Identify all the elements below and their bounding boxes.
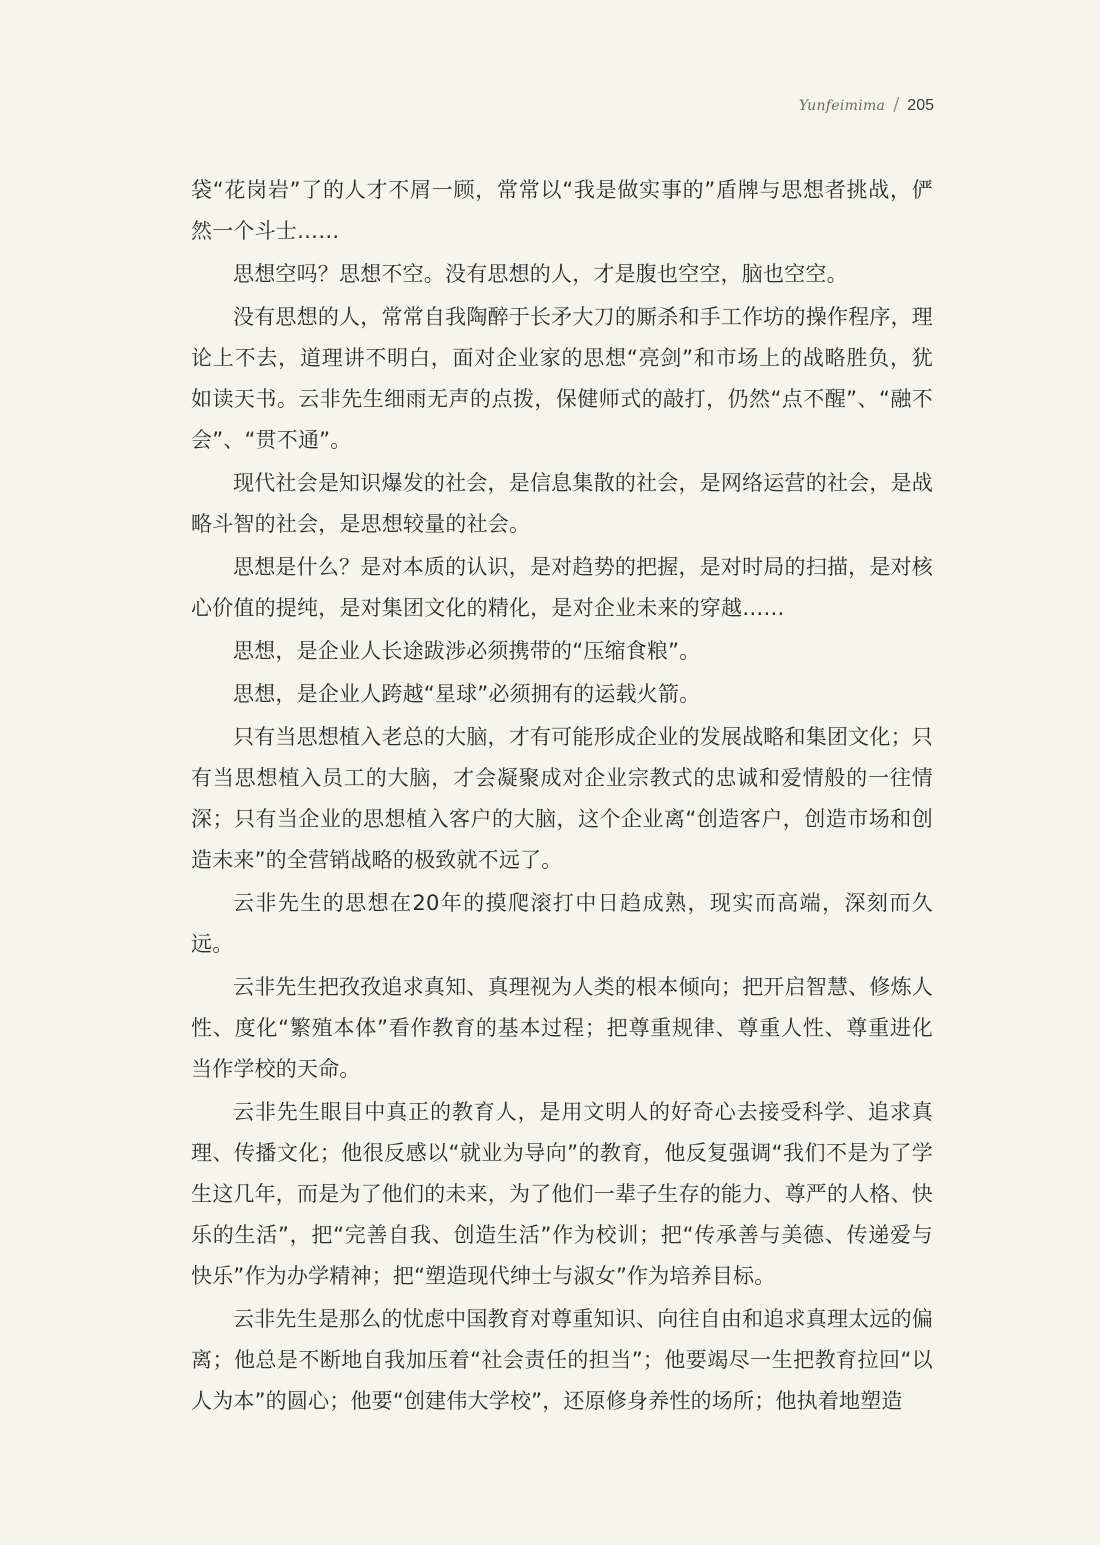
header-separator: / xyxy=(893,94,900,115)
paragraph-12: 云非先生是那么的忧虑中国教育对尊重知识、向往自由和追求真理太远的偏离；他总是不断地自我加压着“社会责任的担当”；他要竭尽一生把教育拉回“以人为本”的圆心；他要“创建伟大学校”，还原修身养性的场所；他执着地塑造 xyxy=(191,1307,933,1413)
paragraph-6: 思想，是企业人长途跋涉必须携带的“压缩食粮”。 xyxy=(233,639,701,663)
paragraph-5: 思想是什么？是对本质的认识，是对趋势的把握，是对时局的扫描，是对核心价值的提纯，是对集团文化的精化，是对企业未来的穿越…… xyxy=(191,555,933,620)
paragraph-9: 云非先生的思想在20年的摸爬滚打中日趋成熟，现实而高端，深刻而久远。 xyxy=(191,891,933,956)
paragraph-8: 只有当思想植入老总的大脑，才有可能形成企业的发展战略和集团文化；只有当思想植入员工的大脑，才会凝聚成对企业宗教式的忠诚和爱情般的一往情深；只有当企业的思想植入客户的大脑，这个企业离“创造客户，创造市场和创造未来”的全营销战略的极致就不远了。 xyxy=(191,725,933,872)
paragraph-4: 现代社会是知识爆发的社会，是信息集散的社会，是网络运营的社会，是战略斗智的社会，是思想较量的社会。 xyxy=(191,471,933,536)
paragraph-1: 袋“花岗岩”了的人才不屑一顾，常常以“我是做实事的”盾牌与思想者挑战，俨然一个斗士…… xyxy=(191,178,933,243)
page-number: 205 xyxy=(907,97,934,114)
paragraph-11: 云非先生眼目中真正的教育人，是用文明人的好奇心去接受科学、追求真理、传播文化；他很反感以“就业为导向”的教育，他反复强调“我们不是为了学生这几年，而是为了他们的未来，为了他们一辈子生存的能力、尊严的人格、快乐的生活”，把“完善自我、创造生活”作为校训；把“传承善与美德、传递爱与快乐”作为办学精神；把“塑造现代绅士与淑女”作为培养目标。 xyxy=(191,1100,933,1288)
running-header xyxy=(799,94,934,115)
paragraph-10: 云非先生把孜孜追求真知、真理视为人类的根本倾向；把开启智慧、修炼人性、度化“繁殖本体”看作教育的基本过程；把尊重规律、尊重人性、尊重进化当作学校的天命。 xyxy=(191,975,933,1081)
paragraph-3: 没有思想的人，常常自我陶醉于长矛大刀的厮杀和手工作坊的操作程序，理论上不去，道理讲不明白，面对企业家的思想“亮剑”和市场上的战略胜负，犹如读天书。云非先生细雨无声的点拨，保健师式的敲打，仍然“点不醒”、“融不会”、“贯不通”。 xyxy=(191,305,933,452)
header-brand: Yunfeimima xyxy=(798,98,886,114)
paragraph-7: 思想，是企业人跨越“星球”必须拥有的运载火箭。 xyxy=(233,682,701,706)
body-text xyxy=(191,170,933,1424)
paragraph-2: 思想空吗？思想不空。没有思想的人，才是腹也空空，脑也空空。 xyxy=(233,262,848,286)
